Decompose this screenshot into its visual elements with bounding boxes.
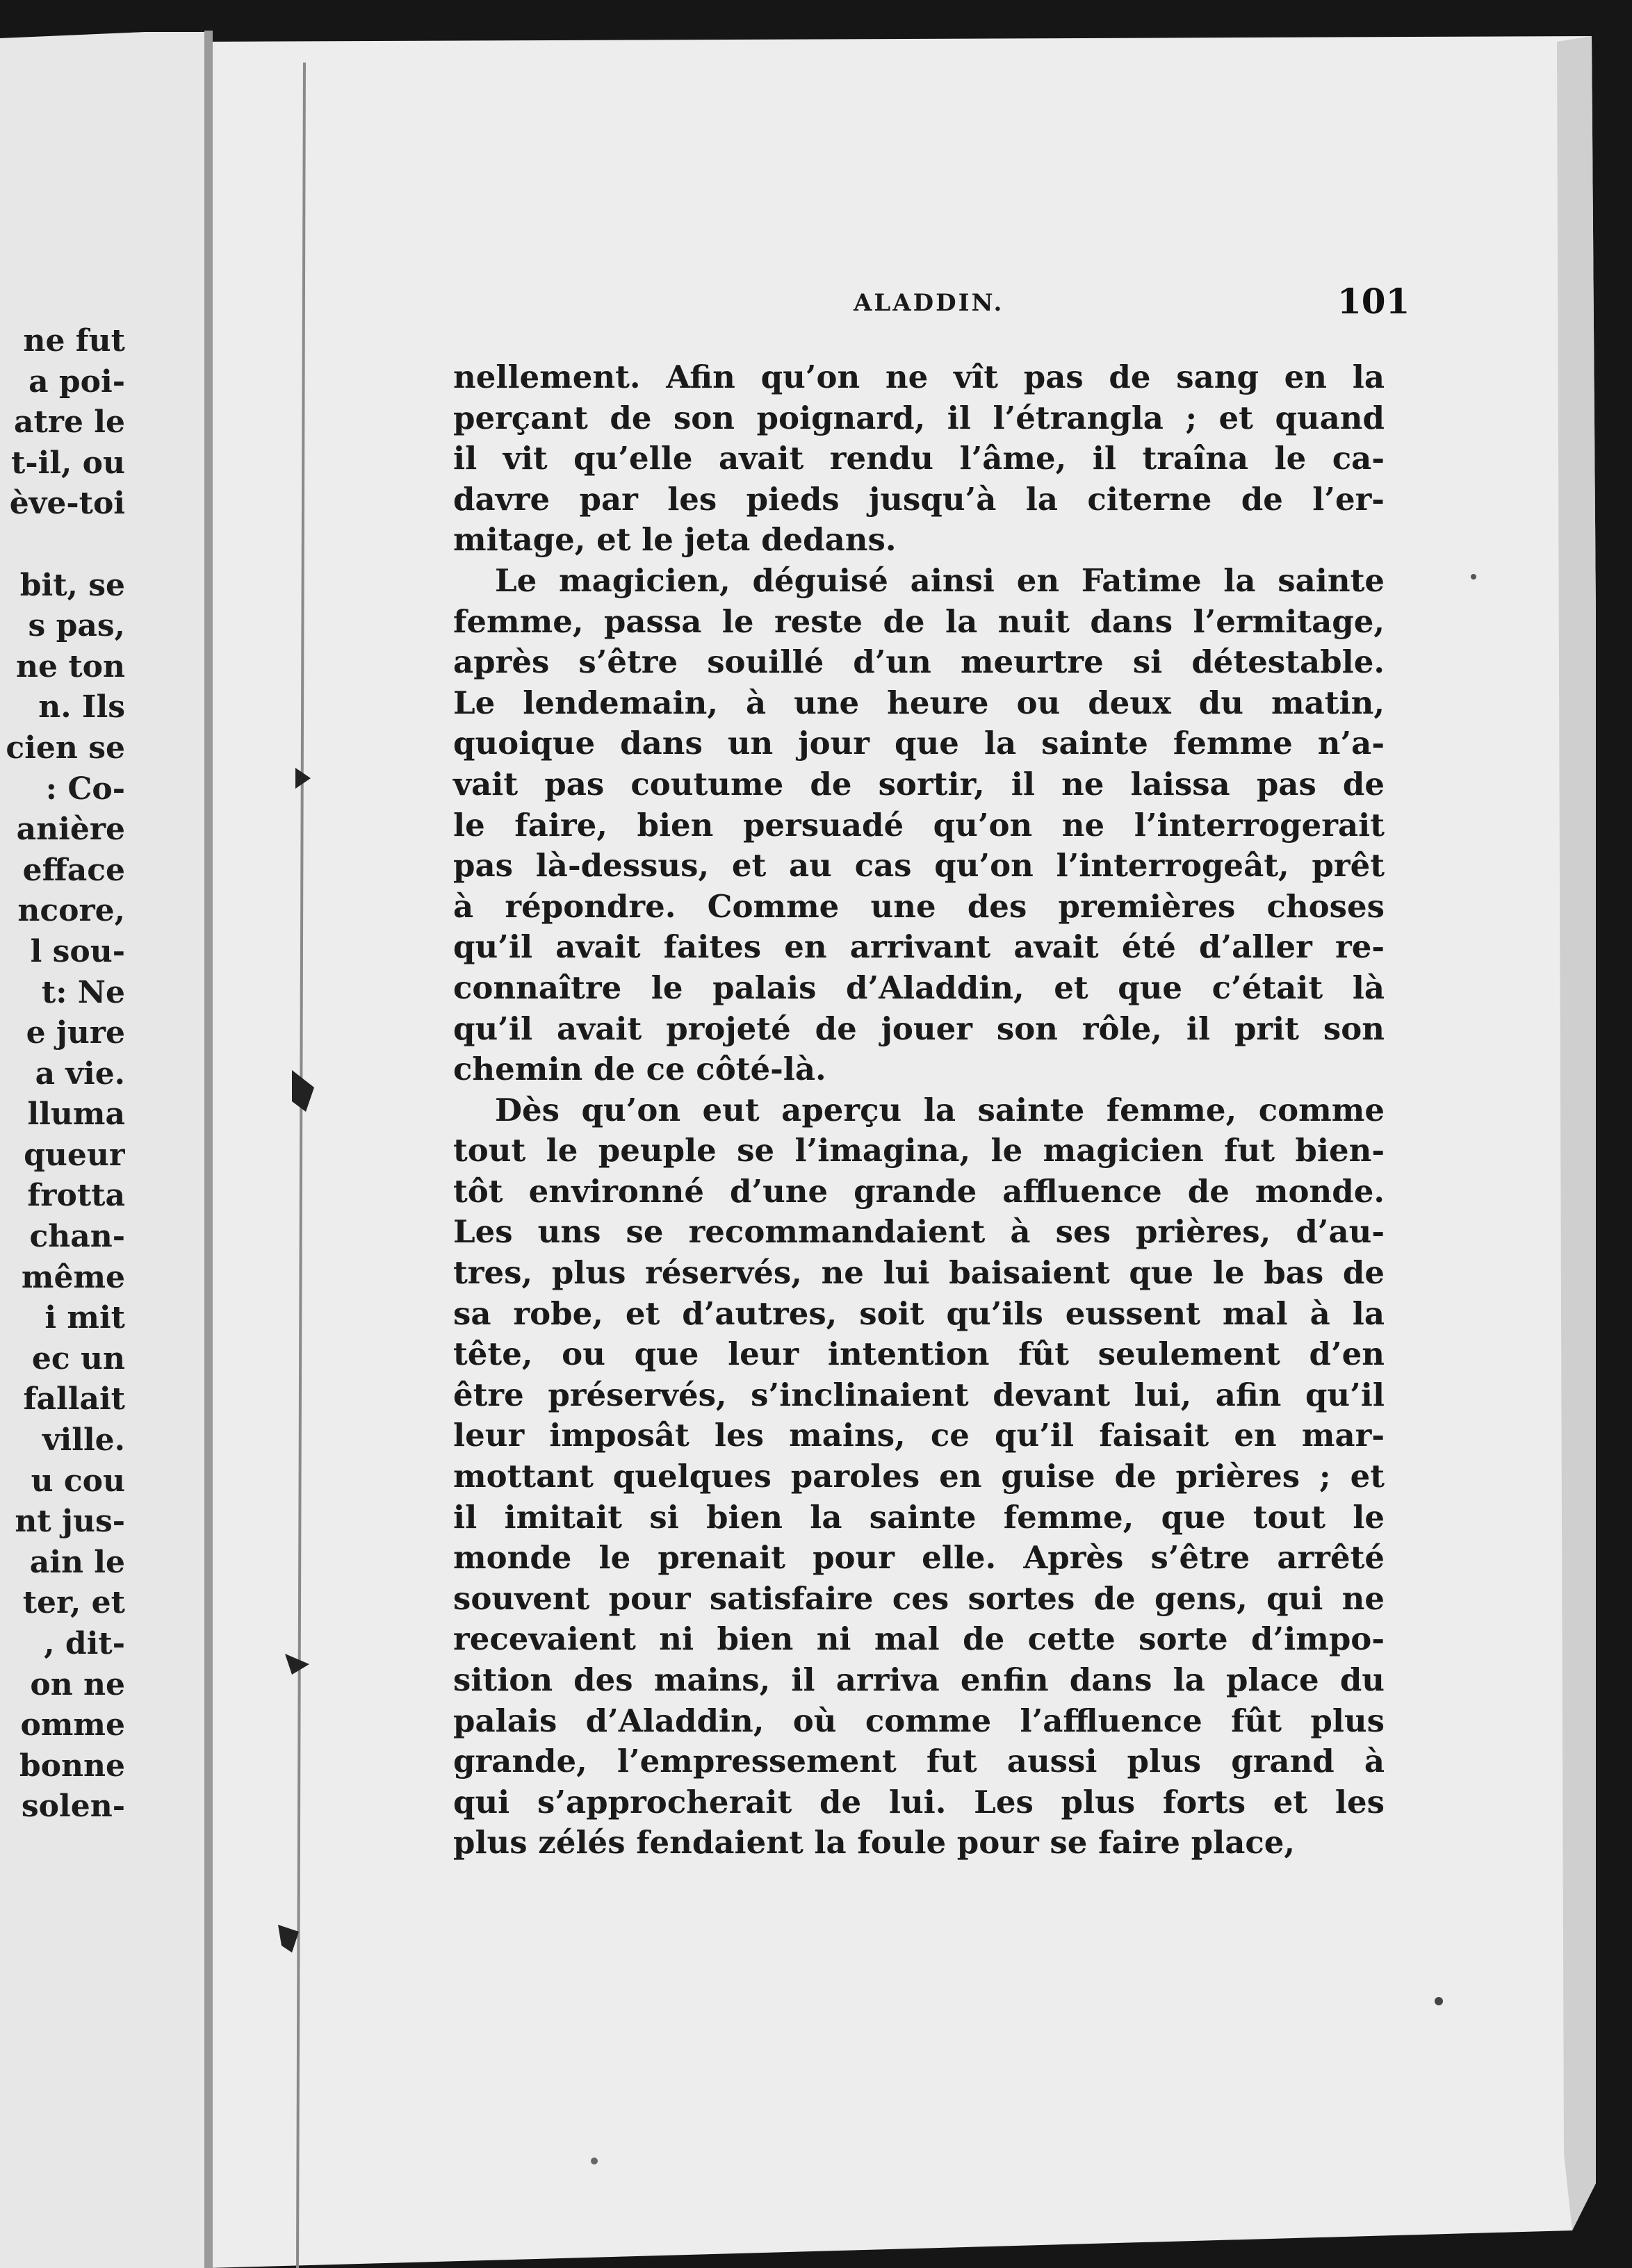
prev-page-line: bit, se	[19, 567, 125, 603]
top-dark-band	[0, 0, 1632, 32]
text-line: quoique dans un jour que la sainte femme n’a-	[453, 725, 1385, 762]
text-line: Les uns se recommandaient à ses prières, d’au-	[453, 1213, 1385, 1251]
text-line: femme, passa le reste de la nuit dans l’ermitage,	[453, 602, 1385, 640]
prev-page-line: chan-	[29, 1219, 125, 1255]
prev-page-line: , dit-	[44, 1626, 125, 1661]
text-line: nellement. Afin qu’on ne vît pas de sang en la	[453, 359, 1385, 395]
text-line: plus zélés fendaient la foule pour se faire place,	[453, 1824, 1296, 1862]
text-line: il vit qu’elle avait rendu l’âme, il traîna le ca-	[453, 440, 1385, 477]
text-line: le faire, bien persuadé qu’on ne l’interrogerait	[453, 806, 1385, 844]
prev-page-line: ève-toi	[9, 486, 125, 522]
prev-page-line	[0, 525, 125, 566]
text-line: palais d’Aladdin, où comme l’affluence fût plus	[453, 1702, 1385, 1739]
text-line: qui s’approcherait de lui. Les plus forts et les	[453, 1783, 1385, 1821]
text-line: monde le prenait pour elle. Après s’être arrêté	[453, 1539, 1385, 1577]
prev-page-line: ncore,	[17, 893, 125, 929]
running-head: ALADDIN.	[854, 289, 1004, 317]
text-line: tête, ou que leur intention fût seulement d’en	[453, 1336, 1385, 1373]
text-line: il imitait si bien la sainte femme, que tout le	[453, 1498, 1385, 1536]
text-line: connaître le palais d’Aladdin, et que c’était là	[453, 969, 1385, 1006]
prev-page-line: e jure	[26, 1015, 125, 1051]
prev-page-line: bonne	[19, 1748, 125, 1784]
prev-page-line: nt jus-	[15, 1504, 125, 1540]
body-text	[453, 357, 1385, 1864]
prev-page-line: ec un	[31, 1340, 125, 1377]
prev-page-line: ne fut	[23, 323, 125, 359]
text-line: recevaient ni bien ni mal de cette sorte d’impo-	[453, 1620, 1385, 1658]
prev-page-line: s pas,	[28, 608, 125, 644]
prev-page-line: cien se	[6, 730, 125, 766]
text-line: tôt environné d’une grande affluence de monde.	[453, 1172, 1385, 1210]
text-line: vait pas coutume de sortir, il ne laissa pas de	[453, 765, 1385, 803]
text-line: grande, l’empressement fut aussi plus grand à	[453, 1743, 1385, 1780]
text-line: Le lendemain, à une heure ou deux du matin,	[453, 684, 1385, 721]
prev-page-line: ville.	[42, 1422, 125, 1458]
prev-page-line: solen-	[21, 1789, 125, 1825]
prev-page-line: u cou	[31, 1463, 125, 1499]
text-line: mottant quelques paroles en guise de prières ; et	[453, 1458, 1385, 1495]
text-line: davre par les pieds jusqu’à la citerne de l’er-	[453, 480, 1385, 518]
text-line: sition des mains, il arriva enfin dans la place du	[453, 1661, 1385, 1698]
text-line: chemin de ce côté-là.	[453, 1051, 826, 1088]
prev-page-line: ne ton	[16, 648, 125, 684]
text-line: qu’il avait projeté de jouer son rôle, il prit son	[453, 1010, 1385, 1047]
text-line: pas là-dessus, et au cas qu’on l’interrogeât, prêt	[453, 847, 1385, 885]
prev-page-line: omme	[20, 1707, 125, 1743]
prev-page-line: n. Ils	[38, 689, 125, 725]
text-line: tout le peuple se l’imagina, le magicien fut bien-	[453, 1132, 1385, 1169]
prev-page-line: on ne	[30, 1666, 125, 1702]
text-line: tres, plus réservés, ne lui baisaient que le bas de	[453, 1254, 1385, 1292]
prev-page-line: ain le	[29, 1544, 125, 1580]
text-line: sa robe, et d’autres, soit qu’ils eussent mal à la	[453, 1295, 1385, 1332]
text-line: souvent pour satisfaire ces sortes de gens, qui ne	[453, 1579, 1385, 1617]
prev-page-line: a vie.	[35, 1055, 125, 1092]
prev-page-line: même	[21, 1259, 125, 1295]
prev-page-line: fallait	[23, 1381, 125, 1418]
speck	[1435, 1997, 1443, 2005]
prev-page-line: : Co-	[45, 771, 125, 807]
prev-page-line: t-il, ou	[11, 445, 125, 481]
prev-page-line: atre le	[13, 404, 125, 441]
prev-page-line: t: Ne	[41, 974, 125, 1010]
prev-page-line: l sou-	[30, 933, 125, 969]
prev-page-line: efface	[22, 852, 125, 888]
text-line: à répondre. Comme une des premières choses	[453, 887, 1385, 925]
text-line: qu’il avait faites en arrivant avait été d’aller re-	[453, 928, 1385, 966]
text-line: Le magicien, déguisé ainsi en Fatime la sainte	[495, 561, 1385, 599]
text-line: après s’être souillé d’un meurtre si détestable.	[453, 643, 1385, 681]
prev-page-line: frotta	[27, 1178, 125, 1214]
prev-page-line: ter, et	[22, 1585, 125, 1621]
text-line: être préservés, s’inclinaient devant lui, afin qu’il	[453, 1376, 1385, 1413]
prev-page-line: lluma	[27, 1096, 125, 1133]
prev-page-line: anière	[16, 812, 125, 848]
speck	[591, 2158, 598, 2164]
previous-page-text	[0, 321, 125, 1827]
prev-page-line: queur	[24, 1137, 125, 1173]
text-line: leur imposât les mains, ce qu’il faisait en mar-	[453, 1417, 1385, 1454]
speck	[1471, 574, 1476, 580]
text-line: Dès qu’on eut aperçu la sainte femme, comme	[495, 1091, 1385, 1128]
prev-page-line: a poi-	[28, 363, 125, 400]
page-number: 101	[1337, 281, 1410, 322]
prev-page-line: i mit	[44, 1300, 125, 1336]
text-line: mitage, et le jeta dedans.	[453, 521, 897, 559]
text-line: perçant de son poignard, il l’étrangla ; et quand	[453, 399, 1385, 436]
right-dark-band	[1596, 0, 1632, 2268]
